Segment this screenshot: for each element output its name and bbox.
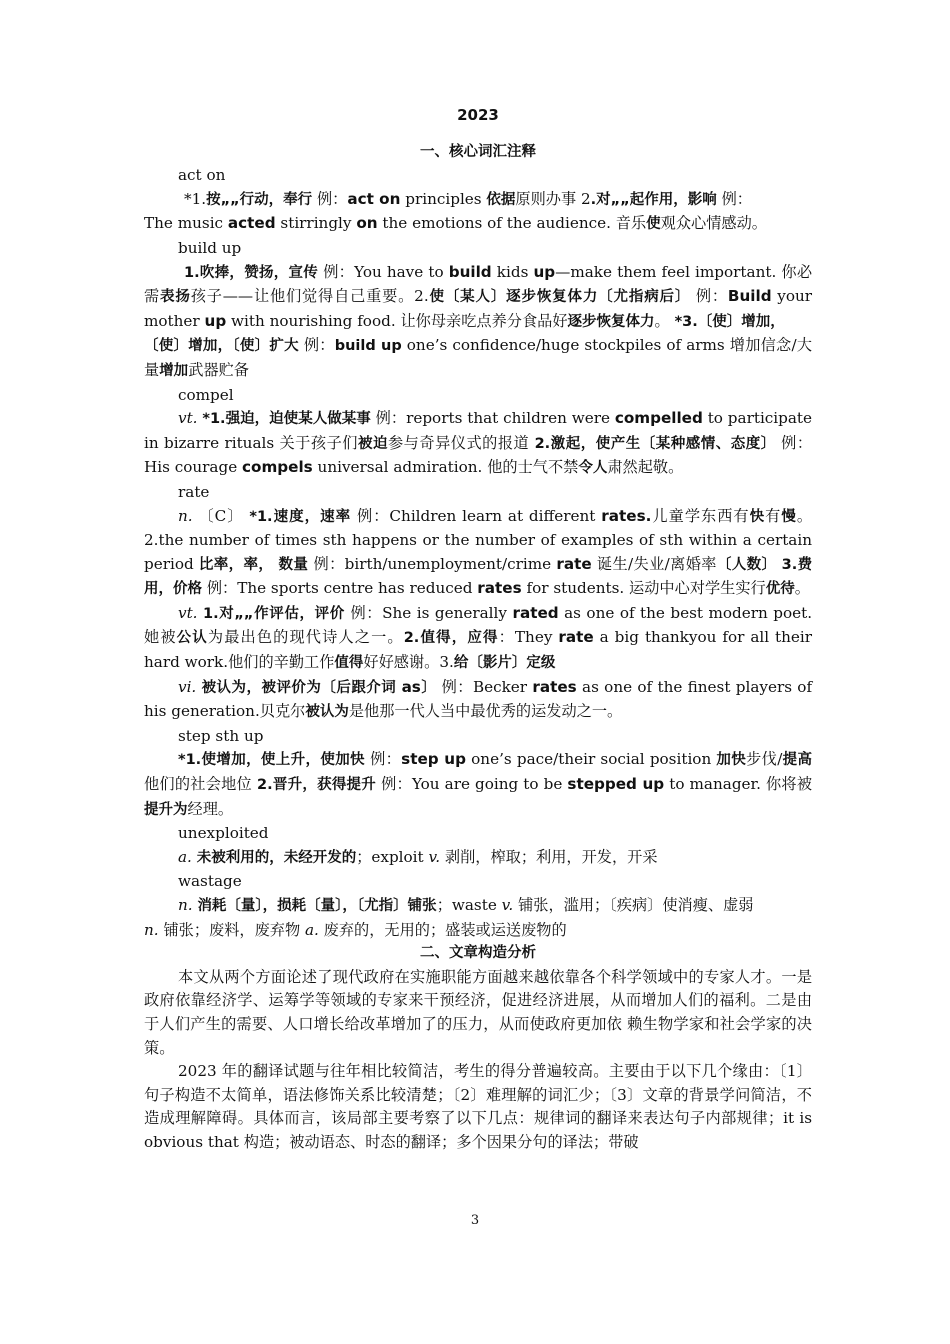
text: 武器贮备: [188, 360, 249, 379]
entry-rate-verb-transitive: [144, 602, 812, 676]
text: 步伐/: [746, 750, 783, 769]
text: 例：You have to: [323, 262, 444, 281]
text: ：They: [498, 628, 553, 647]
analysis-paragraph-2: 2023 年的翻译试题与往年相比较简洁，考生的得分普遍较高。主要由于以下几个缘由：〔1〕句子构造不太简单，语法修饰关系比较清楚；〔2〕难理解的词汇少；〔3〕文章的背景学问简洁，不造成理解障碍。具体而言，该局部主要考察了以下几点：规律词的翻译来表达句子内部规律；it is obvious that 构造；被动语态、时态的翻译；多个因果分句的译法；带破: [144, 1062, 812, 1151]
definition-text: 1.对„„作评估，评价: [203, 605, 345, 622]
definition-text: 给〔影片〕定级: [453, 655, 556, 672]
keyword-text: 提高: [782, 752, 813, 769]
keyword-text: acted: [227, 214, 276, 233]
definition-text: 〔使〕增加，〔使〕扩大: [144, 338, 299, 355]
keyword-text: up: [204, 311, 227, 330]
part-of-speech: n.: [178, 896, 193, 914]
text: 剥削，榨取；利用，开发，开采: [444, 847, 658, 866]
definition-text: 2.激起，使产生〔某种感情、态度〕: [534, 435, 776, 452]
text: 经理。: [187, 799, 234, 818]
text: The music: [144, 214, 224, 233]
text: ；exploit: [356, 847, 424, 866]
keyword-text: 增加: [159, 362, 189, 379]
definition-text: 依据: [486, 191, 516, 208]
definition-text: 比率，率，: [198, 556, 274, 573]
keyword-text: rate: [558, 628, 594, 647]
text: 例：She is generally: [350, 603, 507, 622]
text: 废弃的，无用的；盛装或运送废物的: [323, 920, 567, 939]
text: 肃然起敬。: [607, 458, 684, 477]
keyword-text: 公认: [176, 630, 208, 647]
keyword-text: stepped up: [567, 775, 665, 794]
text: 例：You are going to be: [381, 775, 563, 794]
section-title-vocabulary: 一、核心词汇注释: [420, 143, 536, 160]
keyword-text: 加快: [716, 752, 747, 769]
keyword-text: rates: [477, 579, 522, 598]
entry-wastage-cont: [144, 919, 812, 943]
text: *1.: [184, 189, 207, 208]
text: 。: [794, 579, 810, 598]
entry-rate-noun: [144, 505, 812, 602]
text: 参与奇异仪式的报道: [387, 433, 530, 452]
definition-text: 数量: [278, 556, 309, 573]
page-content: [144, 104, 812, 1155]
text: 铺张；废料，废弃物: [163, 920, 301, 939]
year-heading: 2023: [457, 106, 499, 124]
part-of-speech: a.: [304, 920, 319, 939]
headword-step-up: step sth up: [178, 726, 264, 745]
text: 例：: [316, 189, 348, 208]
definition-text: *1.使增加，使上升，使加快: [178, 752, 365, 769]
definition-text: 〔人数〕: [716, 556, 777, 573]
part-of-speech: a.: [178, 847, 192, 866]
keyword-text: 值得: [334, 655, 364, 672]
part-of-speech: v.: [428, 847, 441, 866]
definition-text: 吹捧，赞扬，宣传: [199, 264, 319, 281]
text: a big thankyou for all their hard work.他们的辛勤工作: [144, 628, 813, 672]
text: principles: [405, 189, 482, 208]
entry-build-up: [144, 261, 812, 335]
part-of-speech: v.: [501, 896, 514, 914]
text: the emotions of the audience. 音乐: [382, 214, 647, 233]
text: 是他那一代人当中最优秀的运发动之一。: [348, 702, 623, 721]
keyword-text: 被迫: [357, 435, 388, 452]
page-number: 3: [470, 1213, 480, 1228]
text: 他们的社会地位: [144, 775, 252, 794]
headword-build-up: build up: [178, 238, 242, 257]
keyword-text: compelled: [614, 409, 703, 428]
keyword-text: build up: [334, 338, 402, 355]
text: 例：: [695, 287, 728, 306]
text: 例：birth/unemployment/crime: [313, 554, 552, 573]
text: 例：Children learn at different: [357, 506, 596, 525]
text: with nourishing food. 让你母亲吃点养分食品好: [231, 311, 568, 330]
text: 例：reports that children were: [375, 409, 610, 428]
definition-text: 3.费用，价格: [144, 556, 813, 598]
keyword-text: 令人: [578, 460, 608, 477]
definition-text: *1.速度，速率: [249, 508, 352, 525]
text: 例：: [370, 750, 402, 769]
headword-act-on: act on: [178, 166, 226, 185]
definition-text: 按„„行动，奉行: [206, 191, 313, 208]
text: 例：Becker: [441, 677, 528, 696]
part-of-speech: vi.: [178, 677, 197, 696]
text: 例：: [303, 336, 335, 355]
part-of-speech: vt.: [178, 603, 198, 622]
headword-unexploited: unexploited: [178, 824, 269, 843]
part-of-speech: n.: [178, 506, 193, 525]
entry-compel: [144, 407, 812, 481]
text: stirringly: [280, 214, 352, 233]
text: 儿童学东西有: [651, 506, 750, 525]
analysis-paragraph-1: 本文从两个方面论述了现代政府在实施职能方面越来越依靠各个科学领域中的专家人才。一是政府依靠经济学、运筹学等领域的专家来干预经济，促进经济进展，从而增加人们的福利。二是由于人们产生的需要、人口增长给改革增加了的压力，从而使政府更加依 赖生物学家和社会学家的决策。: [144, 967, 812, 1057]
keyword-text: 使: [646, 216, 661, 233]
text: 原则办事 2: [515, 189, 591, 208]
text: 〔C〕: [198, 506, 244, 525]
keyword-text: rates: [532, 677, 577, 696]
text: 为最出色的现代诗人之一。: [207, 628, 404, 647]
text: to manager. 你将被: [669, 775, 813, 794]
text: one’s confidence/huge stockpiles of arms 增加信念/大量: [144, 336, 813, 379]
text: your mother: [144, 287, 813, 330]
text: 铺张，滥用；〔疾病〕使消瘦、虚弱: [518, 896, 754, 914]
text: one’s pace/their social position: [471, 750, 712, 769]
keyword-text: act on: [347, 189, 401, 208]
text: 观众心情感动。: [660, 214, 767, 233]
definition-text: 消耗〔量〕，损耗〔量〕，〔尤指〕铺张: [197, 898, 437, 914]
headword-wastage: wastage: [178, 872, 242, 891]
keyword-text: 慢: [781, 508, 797, 525]
text: ；waste: [436, 896, 497, 914]
keyword-text: compels: [242, 458, 313, 477]
definition-text: 未被利用的，未经开发的: [196, 849, 357, 866]
entry-step-up: [144, 748, 812, 822]
text: 例： His courage: [144, 433, 813, 477]
entry-unexploited: [144, 846, 812, 871]
section-title-structure: 二、文章构造分析: [420, 945, 536, 962]
keyword-text: 逐步恢复体力: [567, 313, 655, 330]
text: to participate in bizarre rituals 关于孩子们: [144, 409, 813, 452]
definition-text: *1.强迫，迫使某人做某事: [202, 411, 371, 428]
text: as one of the best modern poet. 她被: [144, 603, 813, 647]
entry-act-on-line2: [144, 212, 812, 237]
text: 。: [654, 311, 670, 330]
definition-text: 2.晋升，获得提升: [257, 777, 377, 794]
entry-rate-verb-intransitive: [144, 676, 812, 725]
text: for students. 运动中心对学生实行: [526, 579, 766, 598]
keyword-text: build: [448, 262, 492, 281]
text: 好好感谢。3.: [363, 653, 454, 672]
keyword-text: up: [533, 262, 556, 281]
text: 。2.the number of times sth happens or the number of examples of sth within a certain period: [144, 506, 813, 573]
keyword-text: Build: [727, 287, 772, 306]
keyword-text: 提升为: [144, 801, 188, 818]
entry-wastage: [144, 894, 812, 919]
definition-text: 〕: [420, 679, 437, 696]
text: universal admiration. 他的士气不禁: [317, 458, 579, 477]
part-of-speech: vt.: [178, 409, 198, 428]
text: 例：: [721, 189, 752, 208]
definition-text: 2.值得，应得: [403, 630, 499, 647]
keyword-text: 优待: [765, 581, 795, 598]
entry-act-on-line1: [144, 188, 812, 213]
keyword-text: on: [356, 214, 378, 233]
text: kids: [496, 262, 529, 281]
keyword-text: 快: [749, 508, 766, 525]
text: 孩子——让他们觉得自己重要。2.: [190, 287, 429, 306]
entry-build-up-cont: [144, 334, 812, 383]
keyword-text: step up: [401, 750, 466, 769]
headword-compel: compel: [178, 385, 234, 404]
keyword-text: rates.: [601, 506, 652, 525]
text: as one of the finest players of his generation.贝克尔: [144, 677, 813, 721]
keyword-text: 被认为: [305, 704, 349, 721]
definition-number: 1.: [184, 264, 200, 281]
keyword-text: rate: [556, 554, 592, 573]
keyword-text: 表扬: [160, 289, 191, 306]
definition-text: *3.〔使〕增加，: [674, 313, 785, 330]
keyword-text: as: [401, 677, 421, 696]
text: 有: [765, 506, 782, 525]
text: —make them feel important. 你必需: [144, 262, 813, 306]
headword-rate: rate: [178, 482, 210, 501]
text: 诞生/失业/离婚率: [596, 554, 717, 573]
keyword-text: rated: [512, 603, 559, 622]
definition-text: 使〔某人〕逐步恢复体力〔尤指病后〕: [428, 289, 691, 306]
definition-text: .对„„起作用，影响: [590, 191, 717, 208]
text: 例：The sports centre has reduced: [206, 579, 473, 598]
part-of-speech: n.: [144, 920, 159, 939]
definition-text: 被认为，被评价为〔后跟介词: [201, 679, 397, 696]
